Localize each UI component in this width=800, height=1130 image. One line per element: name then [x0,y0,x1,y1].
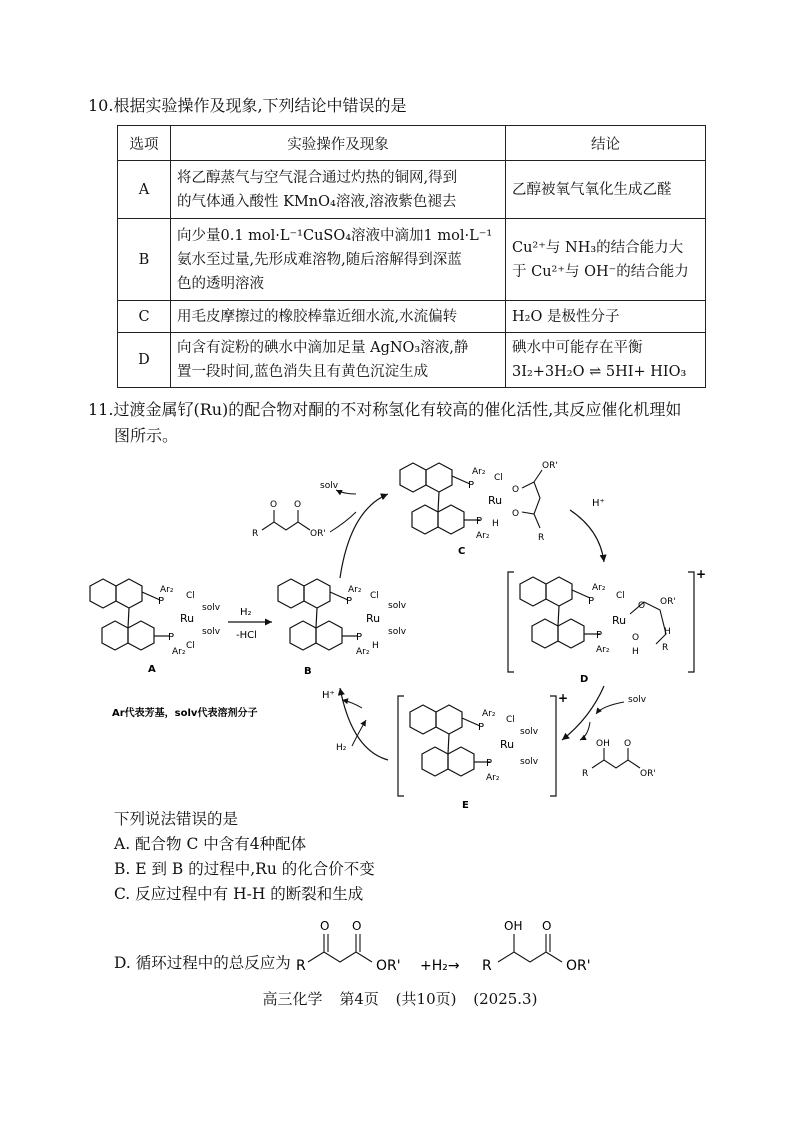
operation-line: 氨水至过量,先形成难溶物,随后溶解得到深蓝 [177,251,462,268]
atom-p: P [486,758,493,769]
atom-p: P [168,632,175,643]
atom-solv: solv [520,727,539,737]
atom-cl: Cl [186,591,195,601]
atom-or: OR' [640,769,656,779]
atom-ar2: Ar₂ [172,647,186,657]
atom-p: P [346,596,353,607]
atom-ar2: Ar₂ [348,585,362,595]
arrow-b-to-c [340,494,388,578]
atom-ar2: Ar₂ [472,467,486,477]
footer-page: 第4页 [339,990,379,1008]
atom-o: O [542,919,552,933]
row-operation: 用毛皮摩擦过的橡胶棒靠近细水流,水流偏转 [171,301,506,333]
catalytic-cycle-diagram [0,450,800,810]
atom-o: O [320,919,330,933]
reaction-plus-h2: +H₂→ [420,958,460,974]
atom-h: H [372,641,379,651]
operation-line: 向含有淀粉的碘水中滴加足量 AgNO₃溶液,静 [177,340,469,356]
label-b: B [304,666,312,677]
operation-line: 向少量0.1 mol·L⁻¹CuSO₄溶液中滴加1 mol·L⁻¹ [177,227,493,244]
atom-h: H [664,627,671,637]
atom-ru: Ru [500,738,515,751]
atom-ru: Ru [366,612,381,625]
row-operation [171,333,506,388]
atom-oh: OH [504,919,523,933]
charge-plus: + [558,691,569,705]
complex-a [90,579,221,675]
option-d-text: D. 循环过程中的总反应为 [114,954,291,972]
atom-r: R [482,958,492,974]
operation-line: 置一段时间,蓝色消失且有黄色沉淀生成 [177,364,429,380]
atom-solv: solv [202,603,221,613]
label-c: C [458,546,466,557]
atom-o: O [294,500,302,510]
complex-e [398,691,568,810]
header-operation: 实验操作及现象 [171,126,506,161]
option-c[interactable]: C. 反应过程中有 H-H 的断裂和生成 [114,885,364,903]
atom-ar2: Ar₂ [592,583,606,593]
conclusion-line: 碘水中可能存在平衡 [512,340,643,356]
arrow-c-to-d [570,510,604,562]
atom-ar2: Ar₂ [486,773,500,783]
option-b[interactable]: B. E 到 B 的过程中,Ru 的化合价不变 [114,860,375,878]
table-header-row [118,126,706,161]
atom-p: P [476,516,483,527]
footer-subject: 高三化学 [262,990,323,1008]
atom-r: R [538,533,545,543]
atom-solv: solv [388,601,407,611]
charge-plus: + [696,567,707,581]
atom-p: P [158,596,165,607]
arrow-d-to-e [562,686,604,740]
atom-solv: solv [520,757,539,767]
reagent-solv: solv [628,695,647,705]
conclusion-line: 3I₂+3H₂O ⇌ 5HI+ HIO₃ [512,364,687,380]
row-conclusion [506,333,706,388]
row-option: A [118,161,171,219]
atom-h: H [632,647,639,657]
atom-p: P [468,480,475,491]
conclusion-line: 于 Cu²⁺与 OH⁻的结合能力 [512,263,689,280]
reagent-h2: H₂ [240,607,252,618]
row-option: D [118,333,171,388]
atom-solv: solv [388,627,407,637]
atom-or: OR' [310,529,326,539]
atom-or: OR' [542,461,558,471]
option-d[interactable] [114,952,291,974]
atom-o: O [512,509,520,519]
substrate-ketoester [252,500,326,539]
atom-r: R [296,958,306,974]
atom-ar2: Ar₂ [476,531,490,541]
atom-p: P [588,596,595,607]
table-row [118,333,706,388]
footer-date: (2025.3) [473,990,538,1008]
atom-ar2: Ar₂ [596,645,610,655]
row-conclusion [506,219,706,301]
atom-h: H [492,519,499,529]
atom-ar2: Ar₂ [356,647,370,657]
reagent-hcl: -HCl [236,630,257,641]
atom-o: O [270,500,278,510]
header-conclusion: 结论 [506,126,706,161]
row-conclusion: H₂O 是极性分子 [506,301,706,333]
diagram-note: Ar代表芳基，solv代表溶剂分子 [112,708,258,719]
complex-d [508,567,706,685]
product-hydroxyester [582,739,656,779]
footer-total: (共10页) [395,990,457,1008]
atom-or: OR' [376,958,401,974]
atom-cl: Cl [186,641,195,651]
atom-or: OR' [566,958,591,974]
atom-r: R [582,769,589,779]
atom-o: O [512,485,520,495]
atom-cl: Cl [494,473,503,483]
atom-p: P [356,632,363,643]
atom-o: O [352,919,362,933]
label-a: A [148,664,156,675]
header-option: 选项 [118,126,171,161]
complex-b [278,579,407,677]
table-row [118,301,706,333]
table-row [118,161,706,219]
atom-solv: solv [202,627,221,637]
atom-ar2: Ar₂ [160,585,174,595]
atom-cl: Cl [370,591,379,601]
table-row [118,219,706,301]
question-11-stem: 11.过渡金属钌(Ru)的配合物对酮的不对称氢化有较高的催化活性,其反应催化机理如 [88,400,682,419]
conclusion-line: Cu²⁺与 NH₃的结合能力大 [512,239,684,256]
atom-or: OR' [660,597,676,607]
label-d: D [580,674,589,685]
option-a[interactable]: A. 配合物 C 中含有4种配体 [114,835,307,853]
operation-line: 的气体通入酸性 KMnO₄溶液,溶液紫色褪去 [177,193,457,210]
question-prompt: 下列说法错误的是 [114,810,239,828]
question-10-stem: 10.根据实验操作及现象,下列结论中错误的是 [88,96,407,115]
atom-r: R [662,643,669,653]
row-operation [171,219,506,301]
operation-line: 将乙醇蒸气与空气混合通过灼热的铜网,得到 [177,169,458,186]
atom-oh: OH [596,739,610,749]
reagent-h2: H₂ [336,743,347,753]
complex-c [400,461,558,557]
reagent-solv: solv [320,481,339,491]
reagent-hplus: H⁺ [592,498,605,509]
atom-ru: Ru [180,612,195,625]
row-conclusion: 乙醇被氧气氧化生成乙醛 [506,161,706,219]
atom-r: R [252,529,259,539]
experiment-table [117,125,706,388]
atom-cl: Cl [616,591,625,601]
page-footer [0,988,800,1009]
row-option: C [118,301,171,333]
atom-cl: Cl [506,715,515,725]
atom-p: P [478,722,485,733]
atom-ru: Ru [612,614,627,627]
atom-o: O [624,739,632,749]
overall-reaction [292,912,712,982]
atom-ru: Ru [488,494,503,507]
label-e: E [462,800,469,810]
atom-ar2: Ar₂ [482,709,496,719]
operation-line: 色的透明溶液 [177,275,264,292]
reagent-hplus: H⁺ [322,690,335,701]
atom-o: O [632,633,640,643]
question-11-stem-cont: 图所示。 [114,426,179,445]
atom-p: P [596,630,603,641]
row-operation [171,161,506,219]
atom-o: O [638,601,646,611]
row-option: B [118,219,171,301]
